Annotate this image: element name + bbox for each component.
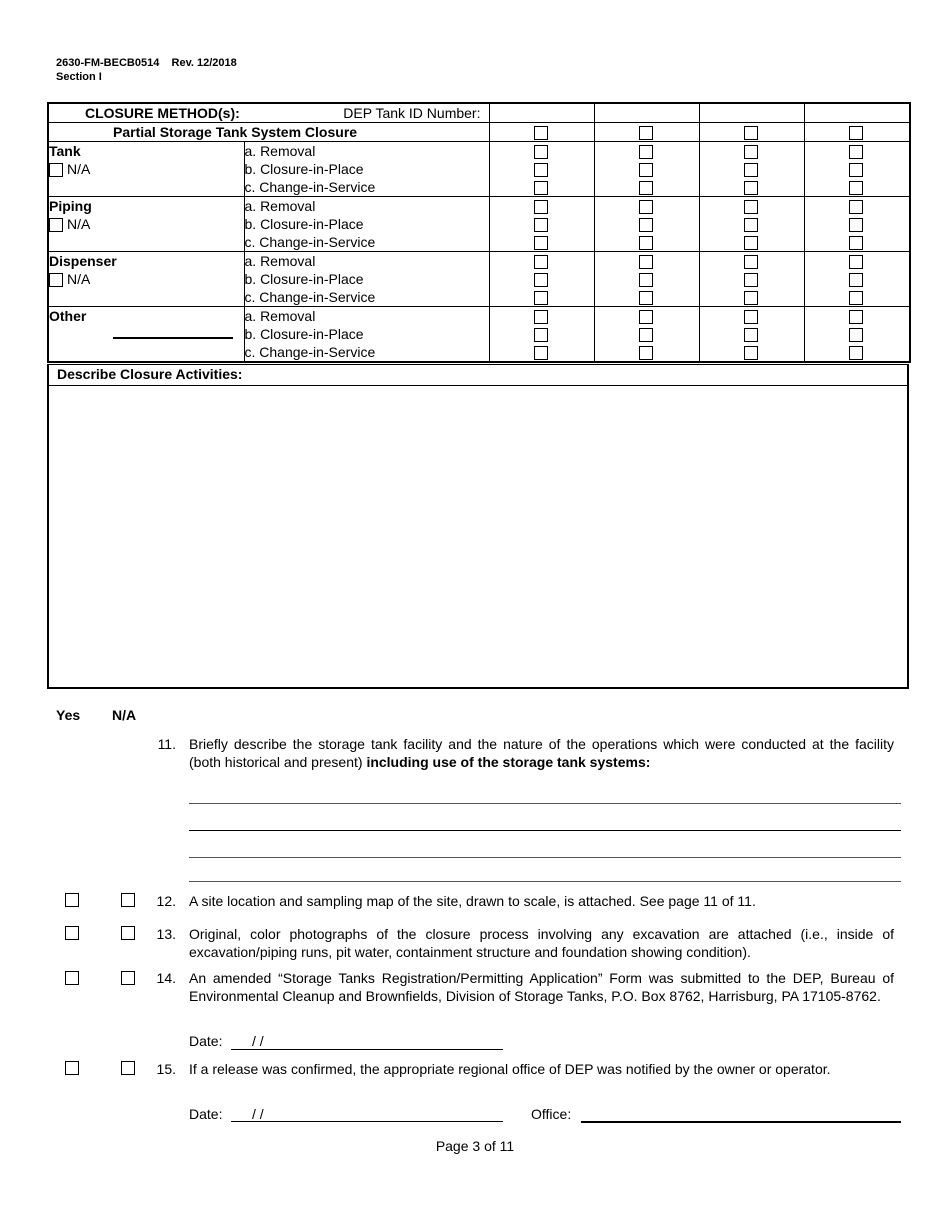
checkbox[interactable]	[744, 218, 758, 232]
q15-na-checkbox[interactable]	[121, 1061, 135, 1075]
group-label-dispenser: Dispenser	[48, 252, 244, 271]
checkbox[interactable]	[534, 163, 548, 177]
checkbox[interactable]	[639, 273, 653, 287]
checkbox[interactable]	[744, 181, 758, 195]
checkbox[interactable]	[849, 346, 863, 360]
checkbox[interactable]	[744, 291, 758, 305]
piping-na-checkbox[interactable]	[49, 218, 63, 232]
option-removal: a. Removal	[244, 307, 489, 326]
checkbox[interactable]	[744, 200, 758, 214]
tank-id-field[interactable]	[594, 103, 699, 123]
checkbox[interactable]	[639, 126, 653, 140]
option-change-in-service: c. Change-in-Service	[244, 178, 489, 197]
question-text: Original, color photographs of the closure process involving any excavation are attached (i.e., inside of excavation/piping runs, pit water, containment structure and foundation showing condition).	[189, 926, 894, 960]
question-text: A site location and sampling map of the site, drawn to scale, is attached. See page 11 of 11.	[189, 893, 756, 909]
tank-id-field[interactable]	[489, 103, 594, 123]
checkbox[interactable]	[744, 145, 758, 159]
checkbox[interactable]	[639, 236, 653, 250]
checkbox[interactable]	[744, 273, 758, 287]
checkbox[interactable]	[744, 126, 758, 140]
q14-yes-checkbox[interactable]	[65, 971, 79, 985]
q15-date-slashes: / /	[252, 1106, 264, 1122]
describe-closure-label: Describe Closure Activities:	[49, 365, 907, 386]
checkbox[interactable]	[849, 163, 863, 177]
group-label-tank: Tank	[48, 142, 244, 161]
question-number: 13.	[156, 926, 176, 942]
checkbox[interactable]	[534, 255, 548, 269]
checkbox[interactable]	[534, 145, 548, 159]
form-header	[56, 56, 237, 84]
checkbox[interactable]	[534, 236, 548, 250]
checkbox[interactable]	[534, 328, 548, 342]
checkbox[interactable]	[534, 346, 548, 360]
q14-date-label: Date:	[189, 1033, 223, 1049]
question-text: Briefly describe the storage tank facility and the nature of the operations which were conducted at the facility (both historical and present) including use of the storage tank systems:	[189, 736, 894, 770]
q15-yes-checkbox[interactable]	[65, 1061, 79, 1075]
na-column-header: N/A	[112, 707, 137, 723]
checkbox[interactable]	[744, 236, 758, 250]
checkbox[interactable]	[534, 273, 548, 287]
q15-office-label: Office:	[531, 1106, 572, 1122]
option-change-in-service: c. Change-in-Service	[244, 343, 489, 362]
option-closure-in-place: b. Closure-in-Place	[244, 160, 489, 178]
checkbox[interactable]	[534, 218, 548, 232]
tank-id-label: DEP Tank ID Number:	[343, 105, 481, 121]
answer-line[interactable]	[189, 881, 901, 882]
q13-yes-checkbox[interactable]	[65, 926, 79, 940]
option-removal: a. Removal	[244, 252, 489, 271]
checkbox[interactable]	[849, 273, 863, 287]
option-change-in-service: c. Change-in-Service	[244, 288, 489, 307]
checkbox[interactable]	[639, 181, 653, 195]
group-label-piping: Piping	[48, 197, 244, 216]
closure-title-cell	[48, 103, 489, 123]
q12-yes-checkbox[interactable]	[65, 893, 79, 907]
describe-closure-box	[47, 364, 909, 689]
answer-line[interactable]	[189, 803, 901, 804]
checkbox[interactable]	[639, 291, 653, 305]
checkbox[interactable]	[639, 163, 653, 177]
piping-na	[48, 215, 244, 233]
checkbox[interactable]	[849, 255, 863, 269]
checkbox[interactable]	[744, 346, 758, 360]
checkbox[interactable]	[744, 310, 758, 324]
checkbox[interactable]	[639, 218, 653, 232]
answer-line[interactable]	[189, 830, 901, 831]
option-change-in-service: c. Change-in-Service	[244, 233, 489, 252]
q12-na-checkbox[interactable]	[121, 893, 135, 907]
dispenser-na-checkbox[interactable]	[49, 273, 63, 287]
checkbox[interactable]	[849, 200, 863, 214]
tank-id-field[interactable]	[804, 103, 910, 123]
checkbox[interactable]	[849, 181, 863, 195]
partial-closure-label: Partial Storage Tank System Closure	[48, 123, 489, 142]
checkbox[interactable]	[639, 145, 653, 159]
tank-id-field[interactable]	[699, 103, 804, 123]
q15-date-field[interactable]	[231, 1121, 503, 1122]
checkbox[interactable]	[534, 310, 548, 324]
option-closure-in-place: b. Closure-in-Place	[244, 270, 489, 288]
na-label: N/A	[67, 161, 91, 177]
checkbox[interactable]	[639, 255, 653, 269]
question-number: 11.	[157, 736, 176, 752]
q14-date-field[interactable]	[231, 1049, 503, 1050]
option-closure-in-place: b. Closure-in-Place	[244, 325, 489, 343]
yes-column-header: Yes	[56, 707, 81, 723]
q13-na-checkbox[interactable]	[121, 926, 135, 940]
checkbox[interactable]	[849, 236, 863, 250]
checkbox[interactable]	[744, 255, 758, 269]
tank-na	[48, 160, 244, 178]
question-text: An amended “Storage Tanks Registration/Permitting Application” Form was submitted to the DEP, Bureau of Environmental Cleanup and Brownfields, Division of Storage Tanks, P.O. Box 8762, Harrisburg, PA 17105-8762.	[189, 970, 894, 1004]
checkbox[interactable]	[534, 126, 548, 140]
checkbox[interactable]	[639, 346, 653, 360]
describe-closure-textarea[interactable]	[49, 386, 907, 686]
q14-na-checkbox[interactable]	[121, 971, 135, 985]
checkbox[interactable]	[849, 145, 863, 159]
checkbox[interactable]	[744, 328, 758, 342]
dispenser-na	[48, 270, 244, 288]
checkbox[interactable]	[534, 181, 548, 195]
group-label-other: Other	[48, 307, 244, 326]
closure-method-title: CLOSURE METHOD(s):	[85, 105, 240, 121]
question-text: If a release was confirmed, the appropriate regional office of DEP was notified by the owner or operator.	[189, 1061, 831, 1077]
checkbox[interactable]	[849, 328, 863, 342]
closure-method-table	[47, 102, 911, 363]
q15-date-label: Date:	[189, 1106, 223, 1122]
question-number: 15.	[156, 1061, 176, 1077]
option-removal: a. Removal	[244, 142, 489, 161]
na-label: N/A	[67, 271, 91, 287]
checkbox[interactable]	[744, 163, 758, 177]
checkbox[interactable]	[639, 310, 653, 324]
other-specify-field[interactable]	[113, 325, 233, 339]
answer-line[interactable]	[189, 857, 901, 858]
checkbox[interactable]	[849, 291, 863, 305]
checkbox[interactable]	[639, 328, 653, 342]
checkbox[interactable]	[849, 310, 863, 324]
checkbox[interactable]	[849, 218, 863, 232]
form-id: 2630-FM-BECB0514 Rev. 12/2018	[56, 57, 237, 69]
q15-office-field[interactable]	[581, 1121, 901, 1123]
checkbox[interactable]	[849, 126, 863, 140]
q14-date-slashes: / /	[252, 1033, 264, 1049]
na-label: N/A	[67, 216, 91, 232]
tank-na-checkbox[interactable]	[49, 163, 63, 177]
section-label: Section I	[56, 71, 102, 83]
option-closure-in-place: b. Closure-in-Place	[244, 215, 489, 233]
checkbox[interactable]	[534, 200, 548, 214]
page-number: Page 3 of 11	[435, 1138, 515, 1154]
question-number: 14.	[156, 970, 176, 986]
question-number: 12.	[156, 893, 176, 909]
checkbox[interactable]	[534, 291, 548, 305]
checkbox[interactable]	[639, 200, 653, 214]
option-removal: a. Removal	[244, 197, 489, 216]
